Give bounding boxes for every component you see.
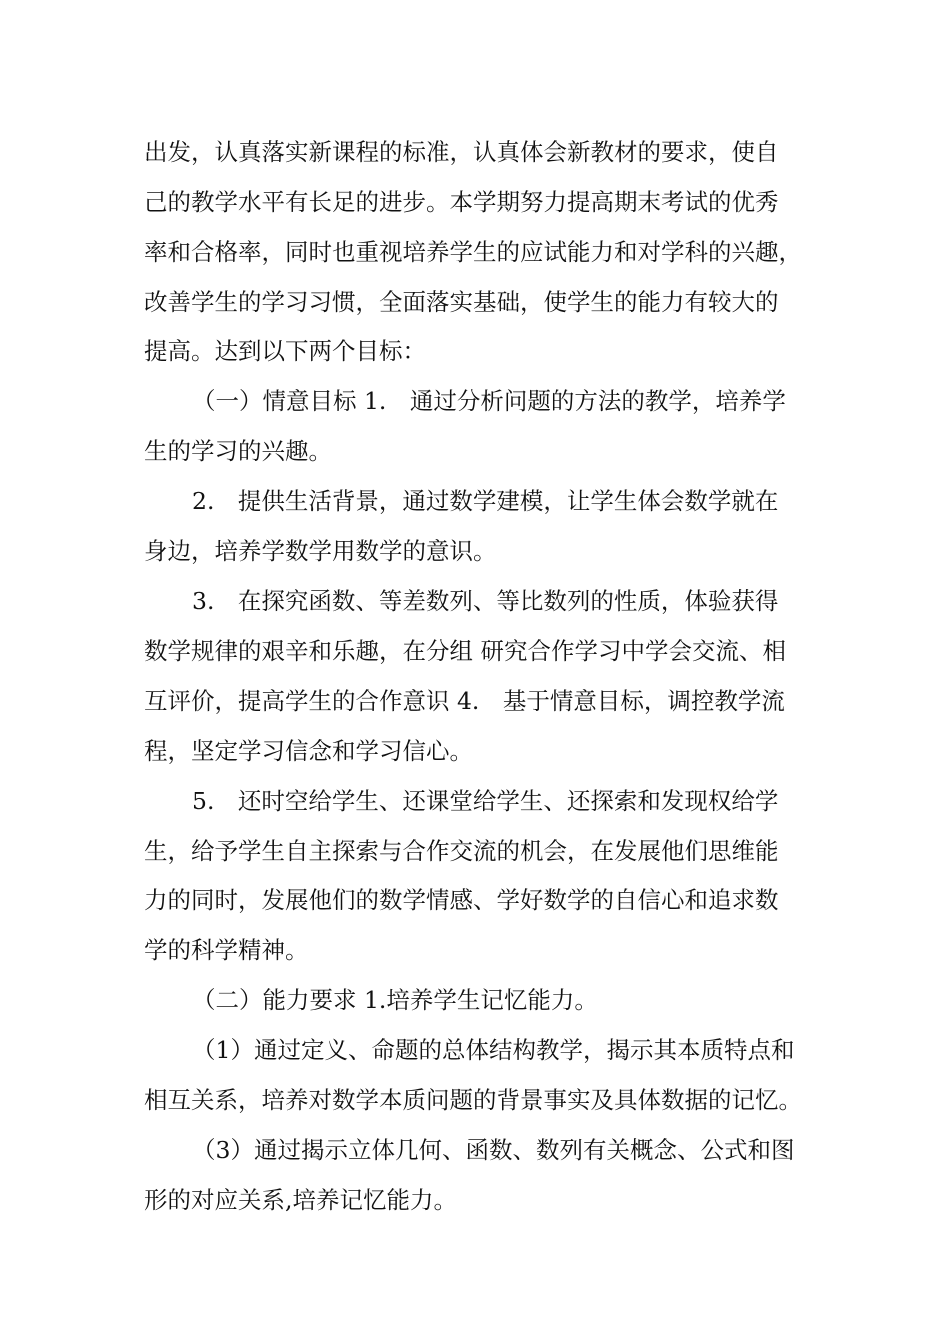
text-line: 力的同时，发展他们的数学情感、学好数学的自信心和追求数 bbox=[144, 886, 779, 914]
text-line: 数学规律的艰辛和乐趣，在分组 研究合作学习中学会交流、相 bbox=[144, 637, 786, 665]
text-line: 形的对应关系,培养记忆能力。 bbox=[144, 1186, 457, 1214]
text-line: 身边，培养学数学用数学的意识。 bbox=[144, 537, 497, 565]
text-line: 互评价，提高学生的合作意识 4. 基于情意目标，调控教学流 bbox=[144, 687, 785, 715]
text-line: 出发，认真落实新课程的标准，认真体会新教材的要求，使自 bbox=[144, 138, 779, 166]
text-line: 5. 还时空给学生、还课堂给学生、还探索和发现权给学 bbox=[192, 787, 779, 815]
text-line: 相互关系，培养对数学本质问题的背景事实及具体数据的记忆。 bbox=[144, 1086, 802, 1114]
text-line: 己的教学水平有长足的进步。本学期努力提高期末考试的优秀 bbox=[144, 188, 779, 216]
text-line: 生的学习的兴趣。 bbox=[144, 437, 332, 465]
text-line: 3. 在探究函数、等差数列、等比数列的性质，体验获得 bbox=[192, 587, 779, 615]
text-line: 程，坚定学习信念和学习信心。 bbox=[144, 737, 473, 765]
text-line: （1）通过定义、命题的总体结构教学，揭示其本质特点和 bbox=[192, 1036, 795, 1064]
text-line: 提高。达到以下两个目标： bbox=[144, 337, 426, 365]
text-line: 2. 提供生活背景，通过数学建模，让学生体会数学就在 bbox=[192, 487, 779, 515]
text-line: （一）情意目标 1. 通过分析问题的方法的教学，培养学 bbox=[192, 387, 786, 415]
text-line: 率和合格率，同时也重视培养学生的应试能力和对学科的兴趣， bbox=[144, 238, 802, 266]
text-line: 学的科学精神。 bbox=[144, 936, 309, 964]
text-line: （二）能力要求 1.培养学生记忆能力。 bbox=[192, 986, 598, 1014]
text-line: （3）通过揭示立体几何、函数、数列有关概念、公式和图 bbox=[192, 1136, 795, 1164]
text-line: 改善学生的学习习惯，全面落实基础，使学生的能力有较大的 bbox=[144, 288, 779, 316]
text-line: 生，给予学生自主探索与合作交流的机会，在发展他们思维能 bbox=[144, 837, 779, 865]
